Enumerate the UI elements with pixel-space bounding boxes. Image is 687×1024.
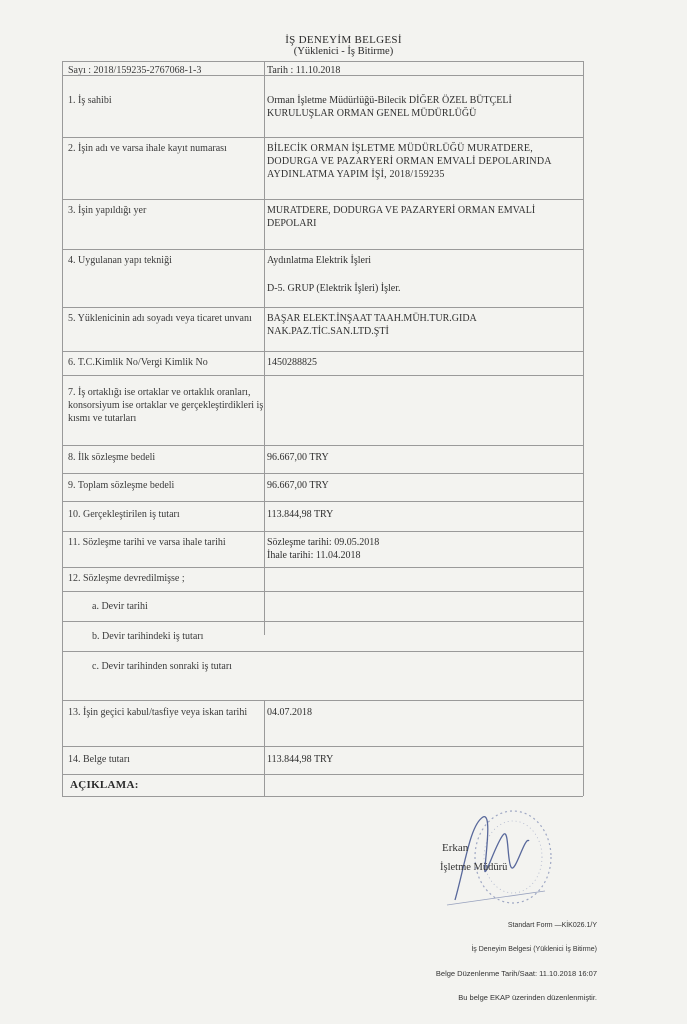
row-value: Orman İşletme Müdürlüğü-Bilecik DİĞER ÖZEL BÜTÇELİ KURULUŞLAR ORMAN GENEL MÜDÜRLÜĞÜ [267,95,512,119]
table-row [62,307,583,351]
row-label: 8. İlk sözleşme bedeli [68,452,156,463]
row-value: MURATDERE, DODURGA VE PAZARYERİ ORMAN EMVALİ DEPOLARI [267,205,536,229]
table-row [62,249,583,307]
row-value: 1450288825 [267,357,317,368]
row-value: 113.844,98 TRY [267,754,334,765]
row-value: 96.667,00 TRY [267,480,329,491]
row-value: Aydınlatma Elektrik İşleri [267,255,372,266]
table-right-border [583,61,584,796]
row-value: Sözleşme tarihi: 09.05.2018 [267,537,380,548]
table-row [62,473,583,501]
row-value: BAŞAR ELEKT.İNŞAAT TAAH.MÜH.TUR.GIDA NAK.PAZ.TİC.SAN.LTD.ŞTİ [267,313,477,337]
row-label: 3. İşin yapıldığı yer [68,205,147,216]
row-label: 14. Belge tutarı [68,754,130,765]
issue-datetime: Belge Düzenlenme Tarih/Saat: 11.10.2018 16:07 [435,969,597,978]
table-row [62,651,583,700]
row-value: 04.07.2018 [267,707,312,718]
table-row [62,199,583,249]
table-row [62,501,583,531]
row-label: 10. Gerçekleştirilen iş tutarı [68,509,180,520]
table-row [62,700,583,746]
row-label: 12. Sözleşme devredilmişse ; [68,573,185,584]
table-row [62,351,583,375]
document-title: İŞ DENEYİM BELGESİ [285,34,402,46]
official-stamp [425,805,557,915]
table-row [62,567,583,591]
table-row [62,591,583,621]
form-code: Standart Form —KİK026.1/Y [507,922,597,929]
table-row [62,746,583,774]
meta-row [62,61,583,75]
row-value: BİLECİK ORMAN İŞLETME MÜDÜRLÜĞÜ MURATDERE, DODURGA VE PAZARYERİ ORMAN EMVALİ DEPOLARINDA AYDINLATMA YAPIM İŞİ, 2018/159235 [267,143,552,180]
table-row [62,531,583,567]
row-label: 5. Yüklenicinin adı soyadı veya ticaret unvanı [68,313,252,324]
table-row [62,75,583,137]
row-label: 2. İşin adı ve varsa ihale kayıt numarası [68,143,227,154]
table-row [62,621,583,651]
row-label: 4. Uygulanan yapı tekniği [68,255,172,266]
table-bottom-border [62,796,583,797]
table-row [62,375,583,445]
aciklama-row [62,774,583,796]
aciklama-heading: AÇIKLAMA: [70,779,139,791]
document-subtitle: (Yüklenici - İş Bitirme) [293,46,394,57]
row-value-secondary: İhale tarihi: 11.04.2018 [267,550,361,561]
row-label: 13. İşin geçici kabul/tasfiye veya iskan tarihi [68,707,248,718]
row-label: 1. İş sahibi [68,95,112,106]
row-label: b. Devir tarihindeki iş tutarı [92,631,204,642]
row-label: 11. Sözleşme tarihi ve varsa ihale tarihi [68,537,226,548]
row-label: c. Devir tarihinden sonraki iş tutarı [92,661,232,672]
table-row [62,137,583,199]
row-value-secondary: D-5. GRUP (Elektrik İşleri) İşler. [267,283,401,294]
table-row [62,445,583,473]
tarih-text: Tarih : 11.10.2018 [267,65,341,76]
row-value: 113.844,98 TRY [267,509,334,520]
signatory-title: İşletme Müdürü [440,862,508,873]
row-label: a. Devir tarihi [92,601,148,612]
row-value: 96.667,00 TRY [267,452,329,463]
row-label: 6. T.C.Kimlik No/Vergi Kimlik No [68,357,208,368]
row-label: 9. Toplam sözleşme bedeli [68,480,175,491]
signatory-name: Erkan [442,842,469,854]
document-type-note: İş Deneyim Belgesi (Yüklenici İş Bitirme) [471,946,597,953]
sayi-text: Sayı : 2018/159235-2767068-1-3 [68,65,202,76]
row-label: 7. İş ortaklığı ise ortaklar ve ortaklık oranları, konsorsiyum ise ortaklar ve gerçekleştirdikleri iş kısmı ve tutarları [68,387,264,424]
ekap-note: Bu belge EKAP üzerinden düzenlenmiştir. [458,993,597,1002]
